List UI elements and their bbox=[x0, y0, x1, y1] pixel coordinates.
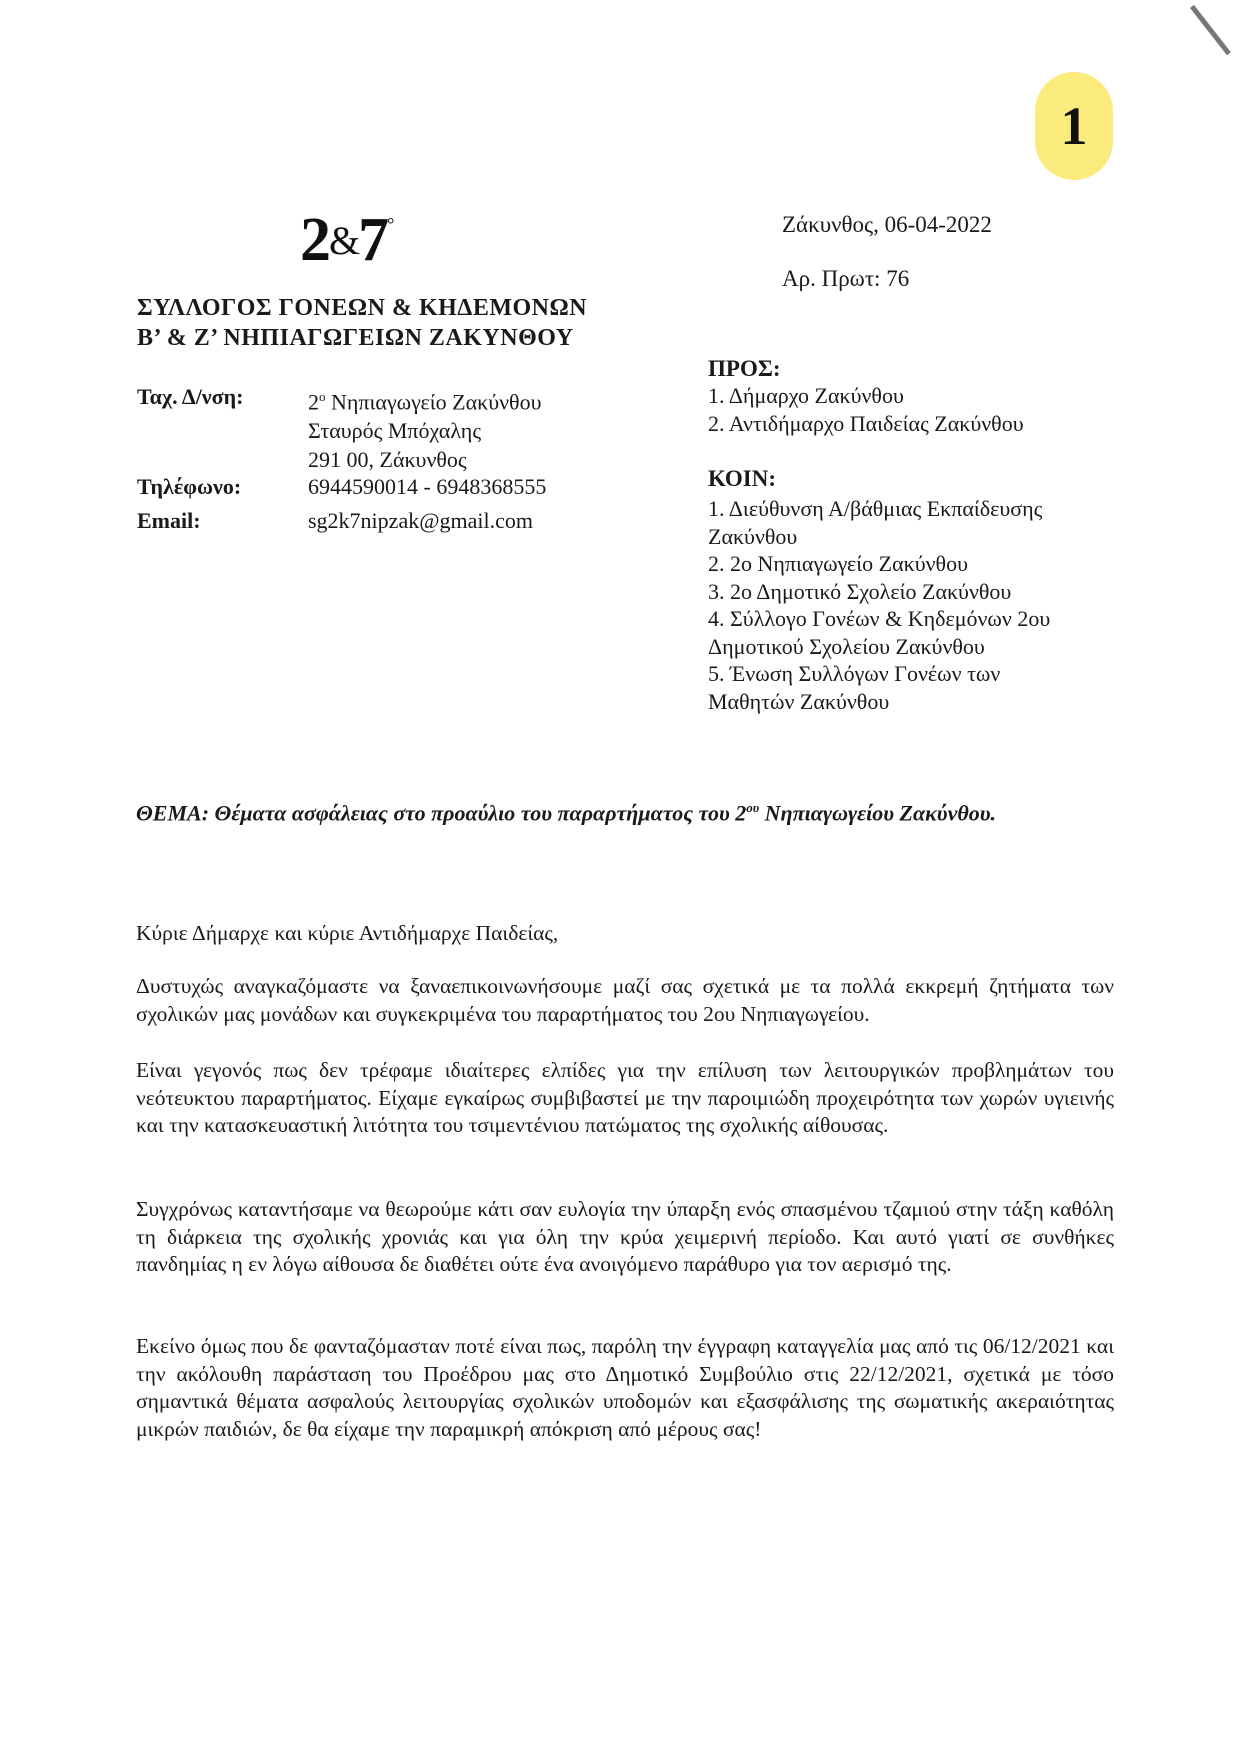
address-line3: 291 00, Ζάκυνθος bbox=[308, 447, 467, 473]
email-label: Email: bbox=[137, 508, 201, 533]
cc-item: 2. 2ο Νηπιαγωγείο Ζακύνθου bbox=[708, 551, 968, 576]
to-title: ΠΡΟΣ: bbox=[708, 356, 781, 381]
body-paragraph: Εκείνο όμως που δε φανταζόμασταν ποτέ είναι πως, παρόλη την έγγραφη καταγγελία μας από τις 06/12/2021 και την ακόλουθη παράσταση του Προέδρου μας στο Δημοτικό Συμβούλιο στις 22/12/2021, σχετικά με τόσο σημαντικά θέματα ασφαλούς λειτουργίας σχολικών υποδομών και εξασφάλισης της σωματικής ακεραιότητας μικρών παιδιών, δε θα είχαμε την παραμικρή απόκριση από μέρους σας! bbox=[136, 1334, 1114, 1441]
cc-list bbox=[708, 495, 1050, 715]
cc-item: Ζακύνθου bbox=[708, 523, 798, 549]
page-number-badge bbox=[1035, 72, 1113, 180]
body-paragraph: Συγχρόνως καταντήσαμε να θεωρούμε κάτι σαν ευλογία την ύπαρξη ενός σπασμένου τζαμιού στην τάξη καθόλη τη διάρκεια της σχολικής χρονιάς και για όλη την κρύα χειμερινή περίοδο. Και αυτό γιατί σε συνθήκες πανδημίας η εν λόγω αίθουσα δε διαθέτει ούτε ένα ανοιγόμενο παράθυρο για τον αερισμό της. bbox=[136, 1197, 1114, 1276]
logo-digit-right: 7 bbox=[358, 206, 388, 274]
page-number: 1 bbox=[1060, 96, 1088, 156]
to-item: 2. Αντιδήμαρχο Παιδείας Ζακύνθου bbox=[708, 410, 1024, 436]
scan-corner-mark bbox=[1190, 5, 1231, 55]
protocol-number: Αρ. Πρωτ: 76 bbox=[782, 266, 910, 291]
body-paragraph: Δυστυχώς αναγκαζόμαστε να ξαναεπικοινωνήσουμε μαζί σας σχετικά με τα πολλά εκκρεμή ζητήματα των σχολικών μας μονάδων και συγκεκριμένα του παραρτήματος του 2ου Νηπιαγωγείου. bbox=[136, 974, 1114, 1026]
org-name-line1: ΣΥΛΛΟΓΟΣ ΓΟΝΕΩΝ & ΚΗΔΕΜΟΝΩΝ bbox=[137, 295, 588, 321]
logo-ampersand: & bbox=[329, 218, 359, 263]
cc-item: 3. 2ο Δημοτικό Σχολείο Ζακύνθου bbox=[708, 578, 1012, 604]
cc-item: 1. Διεύθυνση Α/βάθμιας Εκπαίδευσης bbox=[708, 496, 1043, 521]
logo bbox=[300, 205, 392, 276]
salutation: Κύριε Δήμαρχε και κύριε Αντιδήμαρχε Παιδείας, bbox=[136, 921, 559, 945]
letter-date: Ζάκυνθος, 06-04-2022 bbox=[782, 212, 992, 237]
phone-label: Τηλέφωνο: bbox=[137, 474, 242, 499]
cc-item: 5. Ένωση Συλλόγων Γονέων των bbox=[708, 661, 1001, 686]
organization-name bbox=[137, 293, 587, 353]
logo-degree: ° bbox=[387, 214, 393, 234]
email-value: sg2k7nipzak@gmail.com bbox=[308, 508, 533, 533]
address-line2: Σταυρός Μπόχαλης bbox=[308, 418, 482, 444]
cc-item: 4. Σύλλογο Γονέων & Κηδεμόνων 2ου bbox=[708, 606, 1051, 631]
address-line1: $2^o$ Νηπιαγωγείο Ζακύνθου bbox=[308, 389, 542, 415]
to-list bbox=[708, 382, 1024, 437]
body-paragraph: Είναι γεγονός πως δεν τρέφαμε ιδιαίτερες ελπίδες για την επίλυση των λειτουργικών προβλημάτων του νεότευκτου παραρτήματος. Είχαμε εγκαίρως συμβιβαστεί με την παροιμιώδη προχειρότητα των χωρών υγιεινής και την κατασκευαστική λιτότητα του τσιμεντένιου πατώματος της σχολικής αίθουσας. bbox=[136, 1058, 1114, 1137]
address-block bbox=[308, 382, 541, 474]
cc-item: Μαθητών Ζακύνθου bbox=[708, 688, 890, 714]
logo-digit-left: 2 bbox=[300, 206, 329, 274]
address-label: Ταχ. Δ/νση: bbox=[137, 384, 244, 409]
to-item: 1. Δήμαρχο Ζακύνθου bbox=[708, 383, 904, 408]
subject-line: ΘΕΜΑ: Θέματα ασφάλειας στο προαύλιο του παραρτήματος του $2^{o\upsilon}$ Νηπιαγωγείου Ζακύνθου. bbox=[136, 800, 997, 826]
org-name-line2: Β’ & Ζ’ ΝΗΠΙΑΓΩΓΕΙΩΝ ΖΑΚΥΝΘΟΥ bbox=[137, 325, 574, 351]
cc-item: Δημοτικού Σχολείου Ζακύνθου bbox=[708, 633, 985, 659]
phone-value: 6944590014 - 6948368555 bbox=[308, 474, 547, 499]
cc-title: ΚΟΙΝ: bbox=[708, 466, 777, 491]
